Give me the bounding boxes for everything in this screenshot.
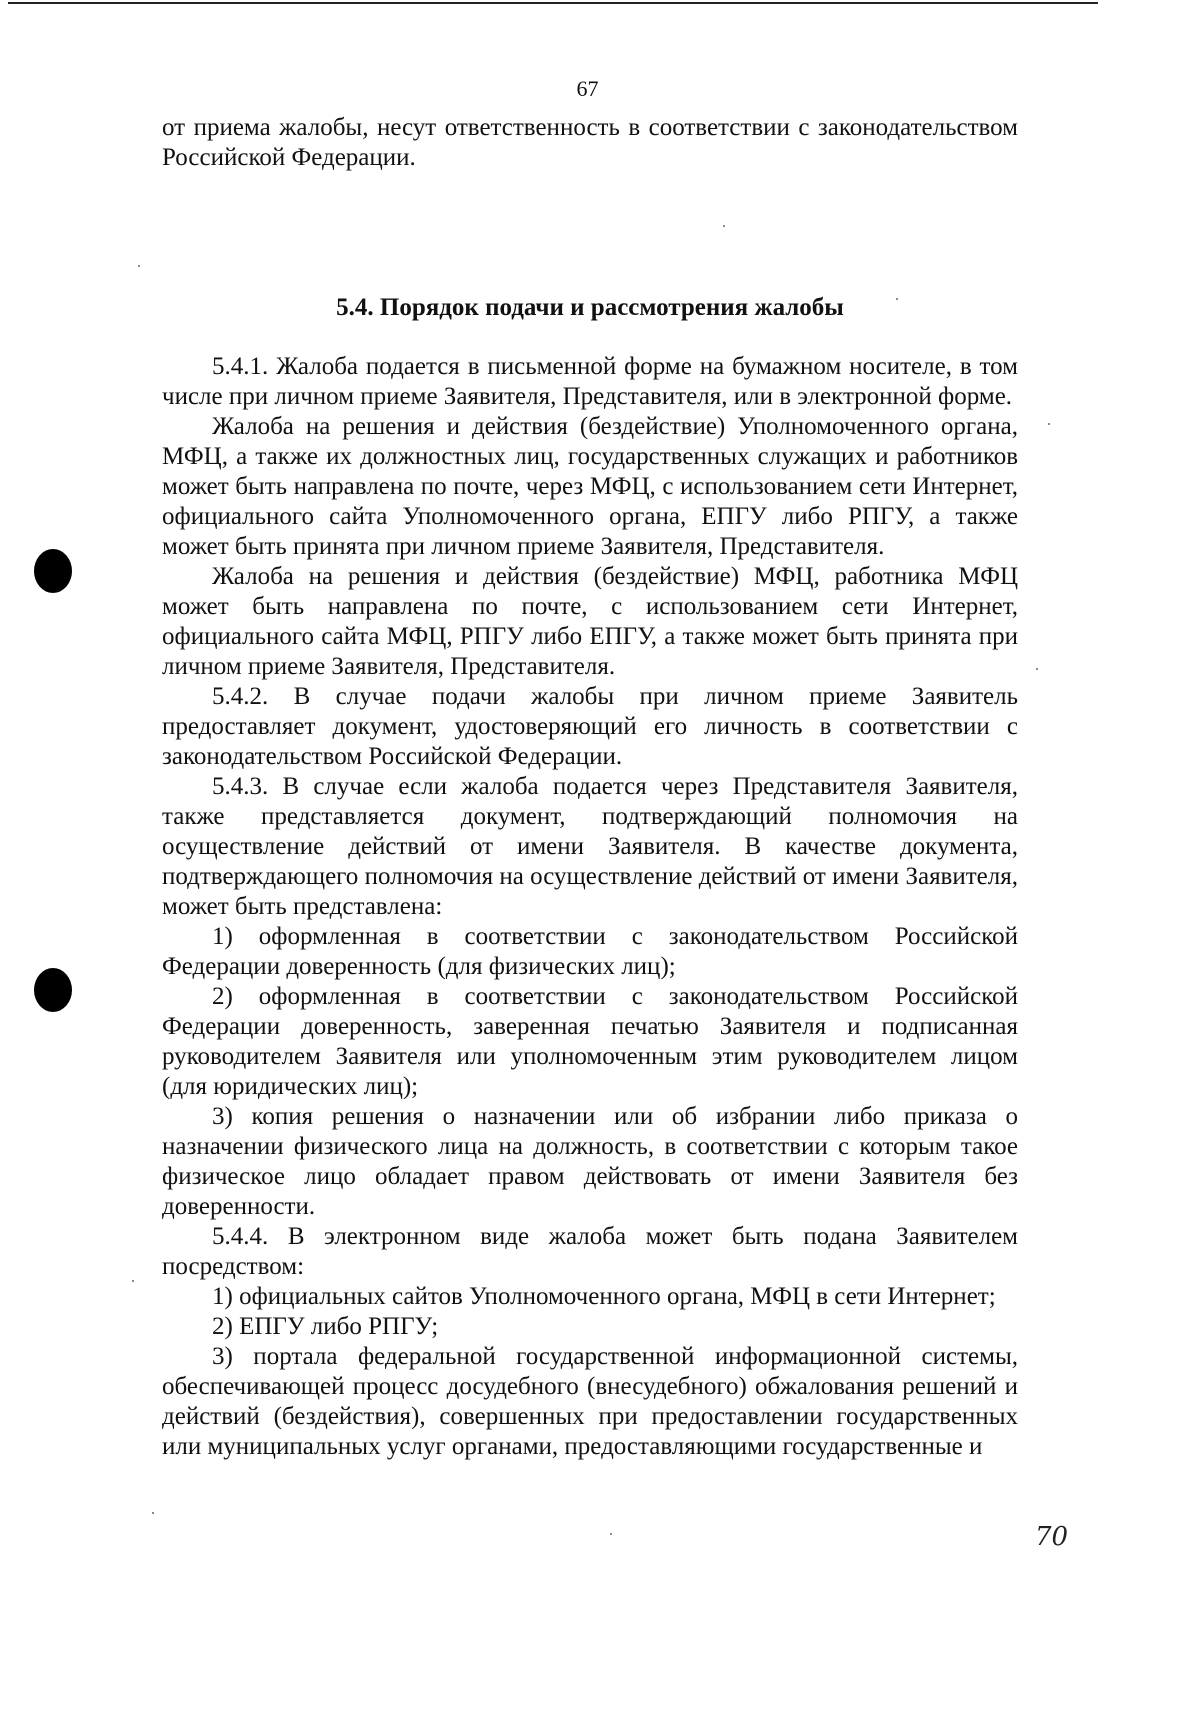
scan-speck — [610, 1533, 612, 1535]
paragraph-complaint-mfc: Жалоба на решения и действия (бездействие) МФЦ, работника МФЦ может быть направлена по почте, с использованием сети Интернет, официального сайта МФЦ, РПГУ либо ЕПГУ, а также может быть принята при личном приеме Заявителя, Представителя. — [162, 563, 1018, 680]
scan-speck — [138, 265, 140, 267]
scan-speck — [723, 225, 725, 227]
list-item-power-of-attorney-individuals: 1) оформленная в соответствии с законодательством Российской Федерации доверенность (для физических лиц); — [162, 923, 1018, 980]
scan-speck — [132, 1280, 134, 1282]
punch-hole-mark — [34, 968, 72, 1012]
list-item-appointment-order: 3) копия решения о назначении или об избрании либо приказа о назначении физического лица на должность, в соответствии с которым такое физическое лицо обладает правом действовать от имени Заявителя без доверенности. — [162, 1103, 1018, 1220]
handwritten-page-number: 70 — [1035, 1522, 1069, 1552]
page-number: 67 — [576, 76, 599, 101]
paragraph-5-4-3: 5.4.3. В случае если жалоба подается через Представителя Заявителя, также представляется документ, подтверждающий полномочия на осуществление действий от имени Заявителя. В качестве документа, подтверждающего полномочия на осуществление действий от имени Заявителя, может быть представлена: — [162, 773, 1018, 920]
document-body — [162, 113, 1018, 1462]
paragraph-complaint-authority: Жалоба на решения и действия (бездействие) Уполномоченного органа, МФЦ, а также их должностных лиц, государственных служащих и работников может быть направлена по почте, через МФЦ, с использованием сети Интернет, официального сайта Уполномоченного органа, ЕПГУ либо РПГУ, а также может быть принята при личном приеме Заявителя, Представителя. — [162, 413, 1018, 560]
list-item-power-of-attorney-legal: 2) оформленная в соответствии с законодательством Российской Федерации доверенность, заверенная печатью Заявителя и подписанная руководителем Заявителя или уполномоченным этим руководителем лицом (для юридических лиц); — [162, 983, 1018, 1100]
scan-speck — [1036, 668, 1038, 670]
list-item-official-sites: 1) официальных сайтов Уполномоченного органа, МФЦ в сети Интернет; — [212, 1283, 996, 1310]
scan-speck — [896, 298, 898, 300]
scan-speck — [152, 1512, 154, 1514]
paragraph-5-4-4: 5.4.4. В электронном виде жалоба может быть подана Заявителем посредством: — [162, 1223, 1018, 1280]
list-item-epgu-rpgu: 2) ЕПГУ либо РПГУ; — [212, 1313, 439, 1340]
paragraph-5-4-1: 5.4.1. Жалоба подается в письменной форме на бумажном носителе, в том числе при личном приеме Заявителя, Представителя, или в электронной форме. — [162, 353, 1018, 410]
top-border-line — [8, 2, 1098, 4]
list-item-federal-portal: 3) портала федеральной государственной информационной системы, обеспечивающей процесс досудебного (внесудебного) обжалования решений и действий (бездействия), совершенных при предоставлении государственных или муниципальных услуг органами, предоставляющими государственные и — [162, 1343, 1018, 1460]
intro-paragraph: от приема жалобы, несут ответственность в соответствии с законодательством Российской Федерации. — [162, 114, 1018, 171]
punch-hole-mark — [34, 549, 72, 593]
section-heading: 5.4. Порядок подачи и рассмотрения жалобы — [336, 294, 844, 321]
paragraph-5-4-2: 5.4.2. В случае подачи жалобы при личном приеме Заявитель предоставляет документ, удостоверяющий его личность в соответствии с законодательством Российской Федерации. — [162, 683, 1018, 770]
scan-speck — [1048, 423, 1050, 425]
